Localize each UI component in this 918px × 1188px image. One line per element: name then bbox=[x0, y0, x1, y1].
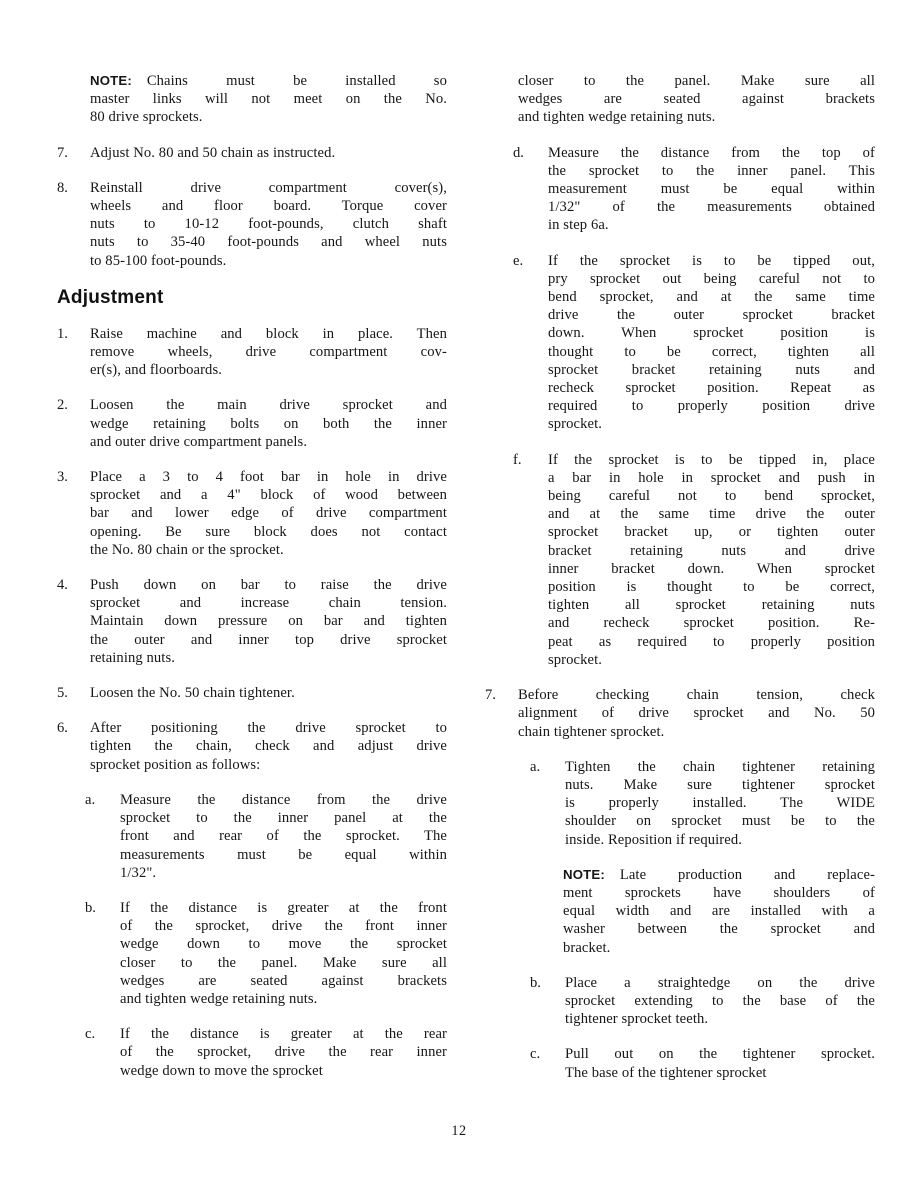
item-marker: 3. bbox=[57, 469, 68, 486]
text-line: thought to be correct, tighten all bbox=[548, 343, 875, 360]
item-body bbox=[90, 325, 447, 380]
item-body bbox=[120, 791, 447, 882]
text-line: Raise machine and block in place. Then bbox=[90, 325, 447, 342]
text-line: sprocket extending to the base of the bbox=[565, 992, 875, 1009]
item-marker: b. bbox=[85, 899, 96, 916]
text-line: tighten all sprocket retaining nuts bbox=[548, 597, 875, 614]
item-marker: 7. bbox=[57, 144, 68, 161]
adjustment-step-2 bbox=[57, 396, 447, 451]
text-line: recheck sprocket position. Repeat as bbox=[548, 380, 875, 397]
text-line: wedges are seated against brackets bbox=[518, 91, 875, 108]
text-line: closer to the panel. Make sure all bbox=[120, 954, 447, 971]
item-body bbox=[565, 974, 875, 1029]
text-line: sprocket position as follows: bbox=[90, 756, 261, 773]
page-number: 12 bbox=[451, 1123, 467, 1139]
text-line: NOTE: Late production and replace- bbox=[563, 866, 875, 883]
text-line: Adjust No. 80 and 50 chain as instructed. bbox=[90, 144, 336, 161]
item-body bbox=[90, 468, 447, 559]
text-line: Loosen the main drive sprocket and bbox=[90, 397, 447, 414]
adjustment-step-6e bbox=[513, 252, 875, 434]
text-line: washer between the sprocket and bbox=[563, 921, 875, 938]
text-line: ment sprockets have shoulders of bbox=[563, 884, 875, 901]
text-line: 80 drive sprockets. bbox=[90, 109, 203, 126]
adjustment-step-7 bbox=[485, 686, 875, 741]
item-marker: a. bbox=[530, 758, 541, 775]
adjustment-step-6b bbox=[85, 899, 447, 1008]
adjustment-step-6c bbox=[85, 1025, 447, 1080]
text-line: sprocket and a 4" block of wood between bbox=[90, 487, 447, 504]
text-line: the sprocket to the inner panel. This bbox=[548, 162, 875, 179]
item-body bbox=[90, 72, 447, 127]
item-marker: 4. bbox=[57, 577, 68, 594]
text-line: and tighten wedge retaining nuts. bbox=[120, 990, 318, 1007]
item-body bbox=[120, 899, 447, 1008]
adjustment-step-6a bbox=[85, 791, 447, 882]
text-line: bend sprocket, and at the same time bbox=[548, 289, 875, 306]
item-body bbox=[518, 72, 875, 127]
heading-adjustment bbox=[57, 287, 447, 309]
text-line: NOTE: Chains must be installed so bbox=[90, 73, 447, 89]
text-line: of the sprocket, drive the front inner bbox=[120, 918, 447, 935]
item-marker: c. bbox=[530, 1046, 541, 1063]
text-line: pry sprocket out being careful not to bbox=[548, 270, 875, 287]
adjustment-step-6 bbox=[57, 719, 447, 774]
item-marker: 8. bbox=[57, 179, 68, 196]
left-column bbox=[57, 72, 447, 1097]
text-line: Before checking chain tension, check bbox=[518, 687, 875, 704]
text-line: If the distance is greater at the rear bbox=[120, 1026, 447, 1043]
note-label: NOTE: bbox=[563, 866, 606, 882]
item-body bbox=[90, 396, 447, 451]
text-line: of the sprocket, drive the rear inner bbox=[120, 1044, 447, 1061]
item-body bbox=[563, 866, 875, 957]
text-line: sprocket to the inner panel at the bbox=[120, 810, 447, 827]
item-body bbox=[90, 576, 447, 667]
text-line: sprocket. bbox=[548, 651, 602, 668]
text-line: the outer and inner top drive sprocket bbox=[90, 631, 447, 648]
text-line: sprocket bracket up, or tighten outer bbox=[548, 524, 875, 541]
text-line: front and rear of the sprocket. The bbox=[120, 828, 447, 845]
text-line: After positioning the drive sprocket to bbox=[90, 720, 447, 737]
text-line: and tighten wedge retaining nuts. bbox=[518, 109, 716, 126]
section-heading-text: Adjustment bbox=[57, 286, 164, 308]
adjustment-step-6f bbox=[513, 451, 875, 669]
adjustment-step-7b bbox=[530, 974, 875, 1029]
text-line: sprocket. bbox=[548, 416, 602, 433]
text-line: a bar in hole in sprocket and push in bbox=[548, 469, 875, 486]
item-body bbox=[548, 252, 875, 434]
note-late-production-sprockets bbox=[530, 866, 875, 957]
note-chains-master-links bbox=[57, 72, 447, 127]
text-line: wedges are seated against brackets bbox=[120, 972, 447, 989]
text-line: er(s), and floorboards. bbox=[90, 362, 222, 379]
item-marker: 5. bbox=[57, 685, 68, 702]
item-marker: e. bbox=[513, 252, 524, 269]
two-column-body bbox=[0, 72, 918, 1099]
item-marker: 7. bbox=[485, 687, 496, 704]
text-line: required to properly position drive bbox=[548, 398, 875, 415]
text-line: measurements must be equal within bbox=[120, 846, 447, 863]
text-line: The base of the tightener sprocket bbox=[565, 1064, 767, 1081]
text-line: Place a 3 to 4 foot bar in hole in drive bbox=[90, 469, 447, 486]
text-line: down. When sprocket position is bbox=[548, 325, 875, 342]
text-line: wedge retaining bolts on both the inner bbox=[90, 415, 447, 432]
item-body bbox=[90, 719, 447, 774]
text-line: and recheck sprocket position. Re- bbox=[548, 615, 875, 632]
text-line: sprocket and increase chain tension. bbox=[90, 595, 447, 612]
text-line: Loosen the No. 50 chain tightener. bbox=[90, 685, 295, 702]
text-line: shoulder on sprocket must be to the bbox=[565, 813, 875, 830]
text-line: nuts to 35-40 foot-pounds and wheel nuts bbox=[90, 234, 447, 251]
text-line: wheels and floor board. Torque cover bbox=[90, 198, 447, 215]
text-line: Push down on bar to raise the drive bbox=[90, 577, 447, 594]
text-line: sprocket bracket retaining nuts and bbox=[548, 361, 875, 378]
text-line: Measure the distance from the top of bbox=[548, 144, 875, 161]
item-body bbox=[565, 1045, 875, 1081]
text-line: Place a straightedge on the drive bbox=[565, 974, 875, 991]
text-line: nuts. Make sure tightener sprocket bbox=[565, 776, 875, 793]
item-marker: c. bbox=[85, 1026, 96, 1043]
item-marker: f. bbox=[513, 451, 522, 468]
text-line: being careful not to bend sprocket, bbox=[548, 488, 875, 505]
adjustment-step-6d bbox=[513, 144, 875, 235]
text-line: If the distance is greater at the front bbox=[120, 899, 447, 916]
text-line: opening. Be sure block does not contact bbox=[90, 523, 447, 540]
text-line: bracket. bbox=[563, 939, 611, 956]
text-line: nuts to 10-12 foot-pounds, clutch shaft bbox=[90, 216, 447, 233]
text-line: wedge down to move the sprocket bbox=[120, 1062, 323, 1079]
step-7 bbox=[57, 144, 447, 162]
text-line: position is thought to be correct, bbox=[548, 579, 875, 596]
text-line: Measure the distance from the drive bbox=[120, 791, 447, 808]
adjustment-step-4 bbox=[57, 576, 447, 667]
text-line: measurement must be equal within bbox=[548, 181, 875, 198]
adjustment-step-5 bbox=[57, 684, 447, 702]
text-line: peat as required to properly position bbox=[548, 633, 875, 650]
text-line: retaining nuts. bbox=[90, 649, 175, 666]
item-marker: d. bbox=[513, 144, 524, 161]
note-label: NOTE: bbox=[90, 73, 133, 88]
text-line: tighten the chain, check and adjust drive bbox=[90, 738, 447, 755]
item-body bbox=[120, 1025, 447, 1080]
right-column bbox=[485, 72, 875, 1099]
text-line: and at the same time drive the outer bbox=[548, 506, 875, 523]
text-line: alignment of drive sprocket and No. 50 bbox=[518, 705, 875, 722]
item-body bbox=[565, 758, 875, 849]
text-line: Tighten the chain tightener retaining bbox=[565, 758, 875, 775]
text-line: in step 6a. bbox=[548, 217, 609, 234]
text-line: bracket retaining nuts and drive bbox=[548, 542, 875, 559]
text-line: the No. 80 chain or the sprocket. bbox=[90, 541, 284, 558]
text-line: If the sprocket is to be tipped out, bbox=[548, 252, 875, 269]
item-marker: 1. bbox=[57, 325, 68, 342]
text-line: chain tightener sprocket. bbox=[518, 723, 665, 740]
text-line: remove wheels, drive compartment cov- bbox=[90, 344, 447, 361]
item-marker: 2. bbox=[57, 397, 68, 414]
text-line: closer to the panel. Make sure all bbox=[518, 73, 875, 89]
text-line: inside. Reposition if required. bbox=[565, 831, 742, 848]
text-line: master links will not meet on the No. bbox=[90, 91, 447, 108]
item-marker: b. bbox=[530, 974, 541, 991]
item-body bbox=[90, 144, 447, 162]
text-line: equal width and are installed with a bbox=[563, 903, 875, 920]
text-line: to 85-100 foot-pounds. bbox=[90, 252, 227, 269]
item-body bbox=[90, 179, 447, 270]
text-line: Reinstall drive compartment cover(s), bbox=[90, 179, 447, 196]
adjustment-step-1 bbox=[57, 325, 447, 380]
text-line: If the sprocket is to be tipped in, place bbox=[548, 451, 875, 468]
item-body bbox=[518, 686, 875, 741]
adjustment-step-3 bbox=[57, 468, 447, 559]
text-line: Maintain down pressure on bar and tighten bbox=[90, 613, 447, 630]
step-8 bbox=[57, 179, 447, 270]
adjustment-step-7c bbox=[530, 1045, 875, 1081]
text-line: wedge down to move the sprocket bbox=[120, 936, 447, 953]
text-line: 1/32" of the measurements obtained bbox=[548, 199, 875, 216]
item-marker: 6. bbox=[57, 720, 68, 737]
text-line: tightener sprocket teeth. bbox=[565, 1011, 709, 1028]
text-line: bar and lower edge of drive compartment bbox=[90, 505, 447, 522]
text-line: is properly installed. The WIDE bbox=[565, 795, 875, 812]
text-line: and outer drive compartment panels. bbox=[90, 433, 308, 450]
text-line: inner bracket down. When sprocket bbox=[548, 560, 875, 577]
item-body bbox=[548, 451, 875, 669]
text-line: drive the outer sprocket bracket bbox=[548, 307, 875, 324]
item-body bbox=[90, 684, 447, 702]
text-line: 1/32". bbox=[120, 864, 157, 881]
item-marker: a. bbox=[85, 791, 96, 808]
continuation-step-6c bbox=[485, 72, 875, 127]
text-line: Pull out on the tightener sprocket. bbox=[565, 1046, 875, 1063]
adjustment-step-7a bbox=[530, 758, 875, 849]
item-body bbox=[548, 144, 875, 235]
